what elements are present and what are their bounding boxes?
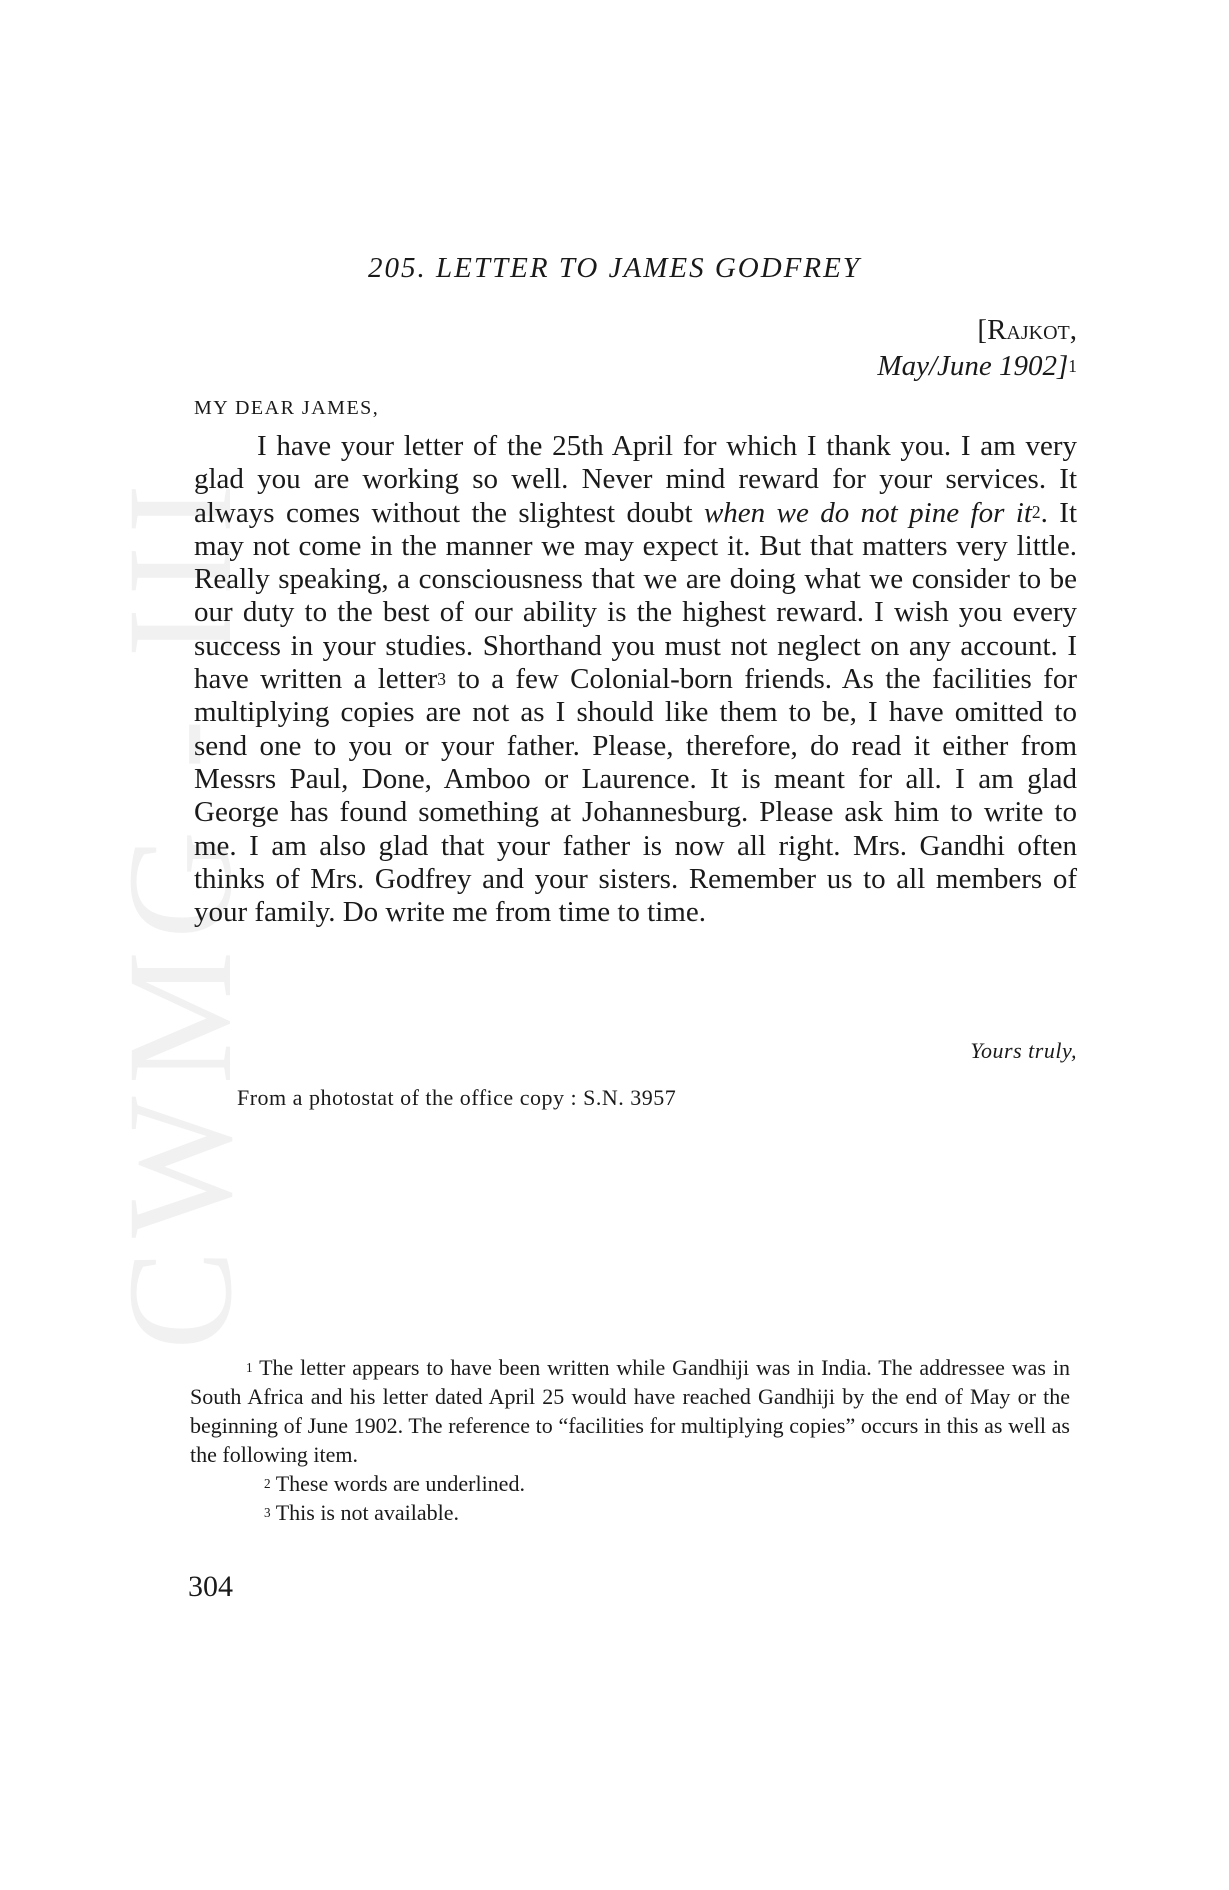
item-title: LETTER TO JAMES GODFREY	[436, 252, 861, 284]
page-number: 304	[188, 1570, 233, 1603]
footnote-text: This is not available.	[275, 1500, 459, 1525]
place-open-bracket: [	[977, 314, 988, 346]
cwmg-watermark: CWMG - III	[97, 471, 263, 1350]
place-date	[877, 312, 1077, 384]
letter-body	[194, 430, 1077, 929]
closing: Yours truly,	[970, 1038, 1077, 1063]
footnote-3	[190, 1498, 1070, 1527]
letter-paragraph	[194, 430, 1077, 929]
source-note: From a photostat of the office copy : S.N. 3957	[237, 1085, 677, 1110]
salutation: MY DEAR JAMES,	[194, 397, 380, 419]
footnote-text: The letter appears to have been written while Gandhiji was in India. The addressee was in South Africa and his letter dated April 25 would have reached Gandhiji by the end of May or the beginning of June 1902. The reference to “facilities for multiplying copies” occurs in this as well as the following item.	[190, 1355, 1070, 1467]
footnote-number: 2	[264, 1476, 271, 1492]
footnote-text: These words are underlined.	[275, 1471, 525, 1496]
footnote-ref-1: 1	[1068, 355, 1077, 376]
document-heading	[0, 252, 1229, 285]
footnote-2	[190, 1469, 1070, 1498]
footnote-ref-2: 2	[1031, 502, 1041, 523]
place-city: Rajkot,	[987, 314, 1077, 346]
body-text-1: I have your letter of the 25th April for which I thank you. I am very glad you are working so well. Never mind reward for your services. It always comes without the slightest doubt	[194, 430, 1077, 529]
body-text-2: . It may not come in the manner we may expect it. But that matters very little. Really speaking, a consciousness that we are doing what we consider to be our duty to the best of our ability is the highest reward. I wish you every success in your studies. Shorthand you must not neglect on any account. I have written a letter	[194, 496, 1078, 696]
body-text-3: to a few Colonial-born friends. As the facilities for multiplying copies are not as I should like them to be, I have omitted to send one to you or your father. Please, therefore, do read it either from Messrs Paul, Done, Amboo or Laurence. It is meant for all. I am glad George has found something at Johannesburg. Please ask him to write to me. I am also glad that your father is now all right. Mrs. Gandhi often thinks of Mrs. Godfrey and your sisters. Remember us to all members of your family. Do write me from time to time.	[194, 663, 1077, 929]
body-emphasis: when we do not pine for it	[703, 496, 1032, 529]
footnote-number: 1	[246, 1360, 253, 1376]
place-date-text: May/June 1902]	[877, 350, 1069, 382]
footnote-ref-3: 3	[437, 668, 446, 689]
footnote-1	[190, 1353, 1070, 1469]
footnotes	[190, 1353, 1070, 1527]
item-number: 205.	[368, 252, 427, 284]
footnote-number: 3	[264, 1505, 271, 1521]
